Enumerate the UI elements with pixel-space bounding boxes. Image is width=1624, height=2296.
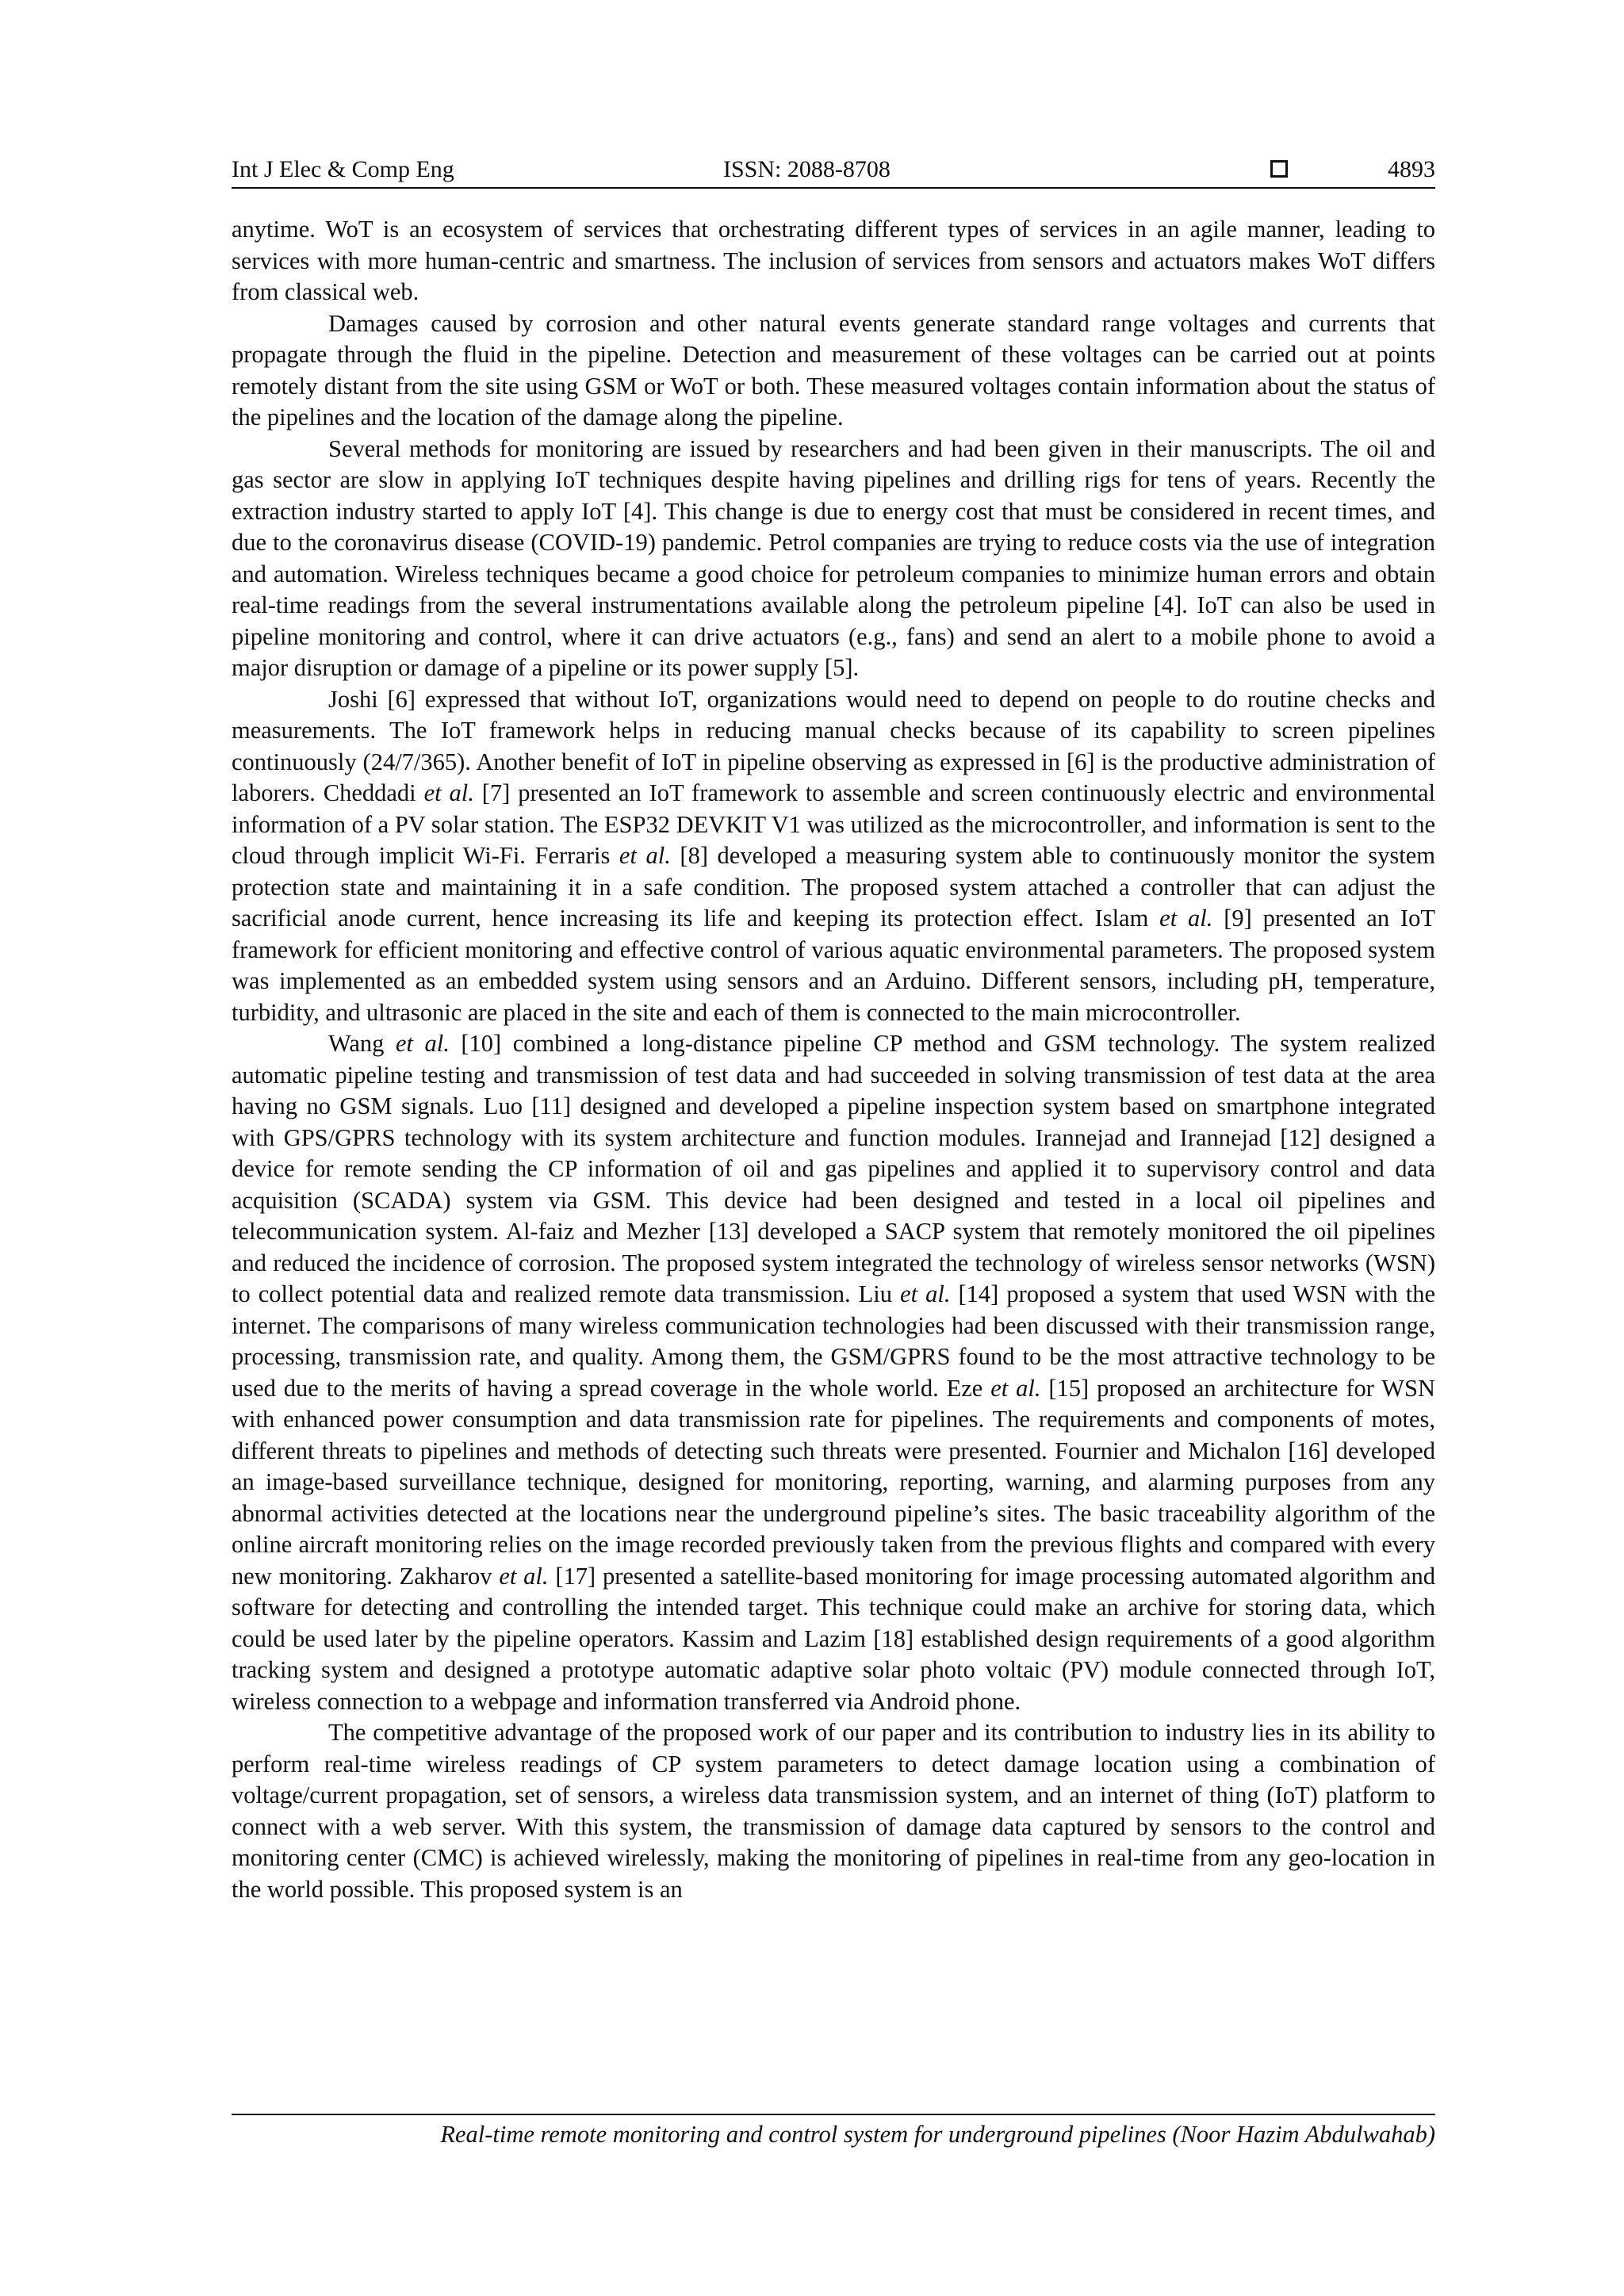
italic-run: et al. (990, 1374, 1041, 1402)
journal-name: Int J Elec & Comp Eng (232, 156, 454, 182)
text-run: [7] presented an IoT framework to assemble and screen continuously electric and environmental information of a PV solar station. The ESP32 DEVKIT V1 was utilized as the microcontroller, and information is sent to the cloud through implicit Wi-Fi. Ferraris (232, 779, 1435, 869)
page-header (232, 152, 1435, 187)
text-run: Damages caused by corrosion and other natural events generate standard range voltages and currents that propagate through the fluid in the pipeline. Detection and measurement of these voltages can be carried out at points remotely distant from the site using GSM or WoT or both. These measured voltages contain information about the status of the pipelines and the location of the damage along the pipeline. (232, 309, 1435, 430)
text-run: [14] proposed a system that used WSN with the internet. The comparisons of many wireless communication technologies had been discussed with their transmission range, processing, transmission rate, and quality. Among them, the GSM/GPRS found to be the most attractive technology to be used due to the merits of having a spread coverage in the whole world. Eze (232, 1280, 1435, 1402)
footer-rule (232, 2114, 1435, 2115)
text-run: Several methods for monitoring are issued by researchers and had been given in their manuscripts. The oil and gas sector are slow in applying IoT techniques despite having pipelines and drilling rigs for tens of years. Recently the extraction industry started to apply IoT [4]. This change is due to energy cost that must be considered in recent times, and due to the coronavirus disease (COVID-19) pandemic. Petrol companies are trying to reduce costs via the use of integration and automation. Wireless techniques became a good choice for petroleum companies to minimize human errors and obtain real-time readings from the several instrumentations available along the petroleum pipeline [4]. IoT can also be used in pipeline monitoring and control, where it can drive actuators (e.g., fans) and send an alert to a mobile phone to avoid a major disruption or damage of a pipeline or its power supply [5]. (232, 434, 1435, 681)
square-bullet-icon (1270, 160, 1288, 178)
body-paragraph (232, 1717, 1435, 1905)
body-paragraph (232, 1028, 1435, 1717)
page-number: 4893 (1388, 156, 1435, 182)
issn-label: ISSN: 2088-8708 (723, 156, 891, 182)
text-run: The competitive advantage of the proposed work of our paper and its contribution to industry lies in its ability to perform real-time wireless readings of CP system parameters to detect damage location using a combination of voltage/current propagation, set of sensors, a wireless data transmission system, and an internet of thing (IoT) platform to connect with a web server. With this system, the transmission of damage data captured by sensors to the control and monitoring center (CMC) is achieved wirelessly, making the monitoring of pipelines in real-time from any geo-location in the world possible. This proposed system is an (232, 1719, 1435, 1903)
italic-run: et al. (900, 1280, 951, 1307)
text-run: [9] presented an IoT framework for efficient monitoring and effective control of various aquatic environmental parameters. The proposed system was implemented as an embedded system using sensors and an Arduino. Different sensors, including pH, temperature, turbidity, and ultrasonic are placed in the site and each of them is connected to the main microcontroller. (232, 905, 1435, 1026)
text-run: [8] developed a measuring system able to continuously monitor the system protection state and maintaining it in a safe condition. The proposed system attached a controller that can adjust the sacrificial anode current, hence increasing its life and keeping its protection effect. Islam (232, 842, 1435, 932)
text-run: [10] combined a long-distance pipeline CP method and GSM technology. The system realized automatic pipeline testing and transmission of test data and had succeeded in solving transmission of test data at the area having no GSM signals. Luo [11] designed and developed a pipeline inspection system based on smartphone integrated with GPS/GPRS technology with its system architecture and function modules. Irannejad and Irannejad [12] designed a device for remote sending the CP information of oil and gas pipelines and applied it to supervisory control and data acquisition (SCADA) system via GSM. This device had been designed and tested in a local oil pipelines and telecommunication system. Al-faiz and Mezher [13] developed a SACP system that remotely monitored the oil pipelines and reduced the incidence of corrosion. The proposed system integrated the technology of wireless sensor networks (WSN) to collect potential data and realized remote data transmission. Liu (232, 1030, 1435, 1307)
text-run: Wang (328, 1030, 396, 1057)
body-paragraph (232, 684, 1435, 1029)
body-paragraph (232, 214, 1435, 308)
italic-run: et al. (423, 779, 474, 806)
italic-run: et al. (1159, 905, 1213, 932)
italic-run: et al. (395, 1030, 450, 1057)
body-text (232, 214, 1435, 1905)
running-title: Real-time remote monitoring and control system for underground pipelines (Noor Hazim Abdulwahab) (440, 2121, 1435, 2148)
text-run: anytime. WoT is an ecosystem of services that orchestrating different types of services in an agile manner, leading to services with more human-centric and smartness. The inclusion of services from sensors and actuators makes WoT differs from classical web. (232, 216, 1435, 305)
text-run: Joshi [6] expressed that without IoT, organizations would need to depend on people to do routine checks and measurements. The IoT framework helps in reducing manual checks because of its capability to screen pipelines continuously (24/7/365). Another benefit of IoT in pipeline observing as expressed in [6] is the productive administration of laborers. Cheddadi (232, 685, 1435, 806)
body-paragraph (232, 434, 1435, 684)
italic-run: et al. (499, 1562, 549, 1590)
italic-run: et al. (619, 842, 671, 869)
body-paragraph (232, 308, 1435, 434)
text-run: [17] presented a satellite-based monitoring for image processing automated algorithm and software for detecting and controlling the intended target. This technique could make an archive for storing data, which could be used later by the pipeline operators. Kassim and Lazim [18] established design requirements of a good algorithm tracking system and designed a prototype automatic adaptive solar photo voltaic (PV) module connected through IoT, wireless connection to a webpage and information transferred via Android phone. (232, 1562, 1435, 1715)
text-run: [15] proposed an architecture for WSN with enhanced power consumption and data transmission rate for pipelines. The requirements and components of motes, different threats to pipelines and methods of detecting such threats were presented. Fournier and Michalon [16] developed an image-based surveillance technique, designed for monitoring, reporting, warning, and alarming purposes from any abnormal activities detected at the locations near the underground pipeline’s sites. The basic traceability algorithm of the online aircraft monitoring relies on the image recorded previously taken from the previous flights and compared with every new monitoring. Zakharov (232, 1374, 1435, 1590)
header-rule (232, 187, 1435, 189)
